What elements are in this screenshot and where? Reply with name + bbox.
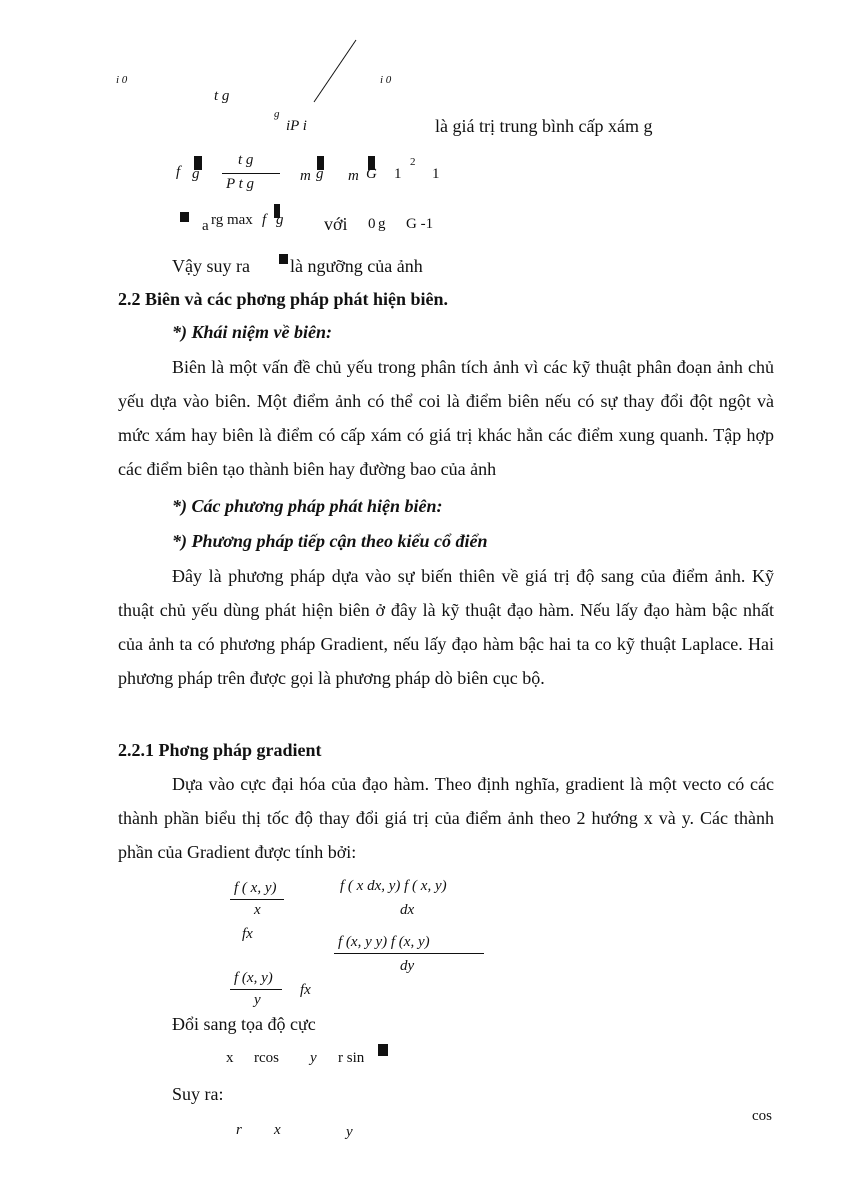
concept-paragraph — [118, 350, 774, 486]
formula-iPi: iP i — [286, 118, 307, 134]
polar-x: x — [226, 1050, 234, 1066]
fraction-denominator: P t g — [226, 176, 255, 192]
gradient-paragraph-text: Dựa vào cực đại hóa của đạo hàm. Theo định nghĩa, gradient là một vecto có các thành phần biểu thị tốc độ thay đổi giá trị của điểm ảnh theo 2 hướng x và y. Các thành phần của Gradient được tính bởi: — [118, 774, 774, 862]
fraction-numerator: t g — [238, 152, 254, 168]
formula-index-i0-b: i 0 — [380, 74, 392, 86]
section-heading-2-2-1: 2.2.1 Phơng pháp gradient — [118, 740, 322, 760]
suy-ra: Suy ra: — [172, 1084, 224, 1104]
argmax-with: với — [324, 214, 348, 234]
grad-partial-y: y — [254, 992, 261, 1008]
argmax-zero: 0 — [368, 216, 376, 232]
grad-rhs1-numerator: f ( x dx, y) f ( x, y) — [340, 878, 447, 894]
formula-square: 2 — [410, 156, 416, 168]
section-heading-2-2: 2.2 Biên và các phơng pháp phát hiện biên. — [118, 289, 449, 309]
formula-G: G — [366, 166, 377, 182]
formula-g: g — [192, 166, 200, 182]
grad-fx: fx — [242, 926, 253, 942]
missing-glyph-block — [180, 212, 189, 222]
conclusion-post: là ngưỡng của ảnh — [290, 256, 423, 276]
grad-partial-fxy2: f (x, y) — [234, 970, 273, 986]
argmax-a: a — [202, 218, 209, 234]
conclusion-pre: Vậy suy ra — [172, 256, 250, 276]
grad-rhs2-fraction-line — [334, 953, 484, 954]
concept-paragraph-text: Biên là một vấn đề chủ yếu trong phân tích ảnh vì các kỹ thuật phân đoạn ảnh chủ yếu dựa vào biên. Một điểm ảnh có thể coi là điểm biên nếu có sự thay đổi đột ngột và mức xám hay biên là điểm có cấp xám có giá trị khác hẳn các điểm xung quanh. Tập hợp các điểm biên tạo thành biên hay đường bao của ảnh — [118, 357, 774, 479]
polar-rcos: rcos — [254, 1050, 279, 1066]
final-x: x — [274, 1122, 281, 1138]
formula-slash — [310, 38, 360, 104]
classic-paragraph-text: Đây là phương pháp dựa vào sự biến thiên về giá trị độ sang của điểm ảnh. Kỹ thuật chủ yếu dùng phát hiện biên ở đây là kỹ thuật đạo hàm. Nếu lấy đạo hàm bậc nhất của ảnh ta có phương pháp Gradient, nếu lấy đạo hàm bậc hai ta co kỹ thuật Laplace. Hai phương pháp trên được gọi là phương pháp dò biên cục bộ. — [118, 566, 774, 688]
polar-rsin: r sin — [338, 1050, 365, 1066]
final-r: r — [236, 1122, 242, 1138]
argmax-f: f — [262, 212, 267, 228]
formula-m2: m — [348, 168, 359, 184]
formula-one-b: 1 — [432, 166, 440, 182]
concept-heading: *) Khái niệm về biên: — [172, 322, 332, 342]
mean-description: là giá trị trung bình cấp xám g — [435, 116, 653, 136]
missing-glyph-block — [378, 1044, 388, 1056]
grad-partial-x: x — [254, 902, 261, 918]
formula-g-sup: g — [274, 108, 280, 120]
formula-g2: g — [316, 166, 324, 182]
polar-intro: Đổi sang tọa độ cực — [172, 1014, 316, 1034]
final-y: y — [346, 1124, 353, 1140]
fraction-line — [222, 173, 280, 174]
argmax-rgmax: rg max — [211, 212, 253, 228]
argmax-g2: g — [378, 216, 386, 232]
grad-fraction-line — [230, 899, 284, 900]
grad-dx: dx — [400, 902, 415, 918]
formula-one: 1 — [394, 166, 402, 182]
formula-m: m — [300, 168, 311, 184]
classic-paragraph — [118, 559, 774, 695]
argmax-G1: G -1 — [406, 216, 434, 232]
argmax-g: g — [276, 212, 284, 228]
classic-heading: *) Phương pháp tiếp cận theo kiểu cổ điển — [172, 531, 488, 551]
cos-label: cos — [752, 1108, 772, 1124]
grad-partial-fxy: f ( x, y) — [234, 880, 277, 896]
methods-heading: *) Các phương pháp phát hiện biên: — [172, 496, 443, 516]
formula-tg: t g — [214, 88, 230, 104]
formula-index-i0: i 0 — [116, 74, 128, 86]
grad-rhs2-numerator: f (x, y y) f (x, y) — [338, 934, 430, 950]
gradient-paragraph — [118, 767, 774, 869]
polar-y: y — [310, 1050, 317, 1066]
formula-f: f — [176, 164, 181, 180]
grad-fx2: fx — [300, 982, 311, 998]
missing-glyph-block — [279, 254, 288, 264]
grad-fraction-line-2 — [230, 989, 282, 990]
grad-dy: dy — [400, 958, 415, 974]
